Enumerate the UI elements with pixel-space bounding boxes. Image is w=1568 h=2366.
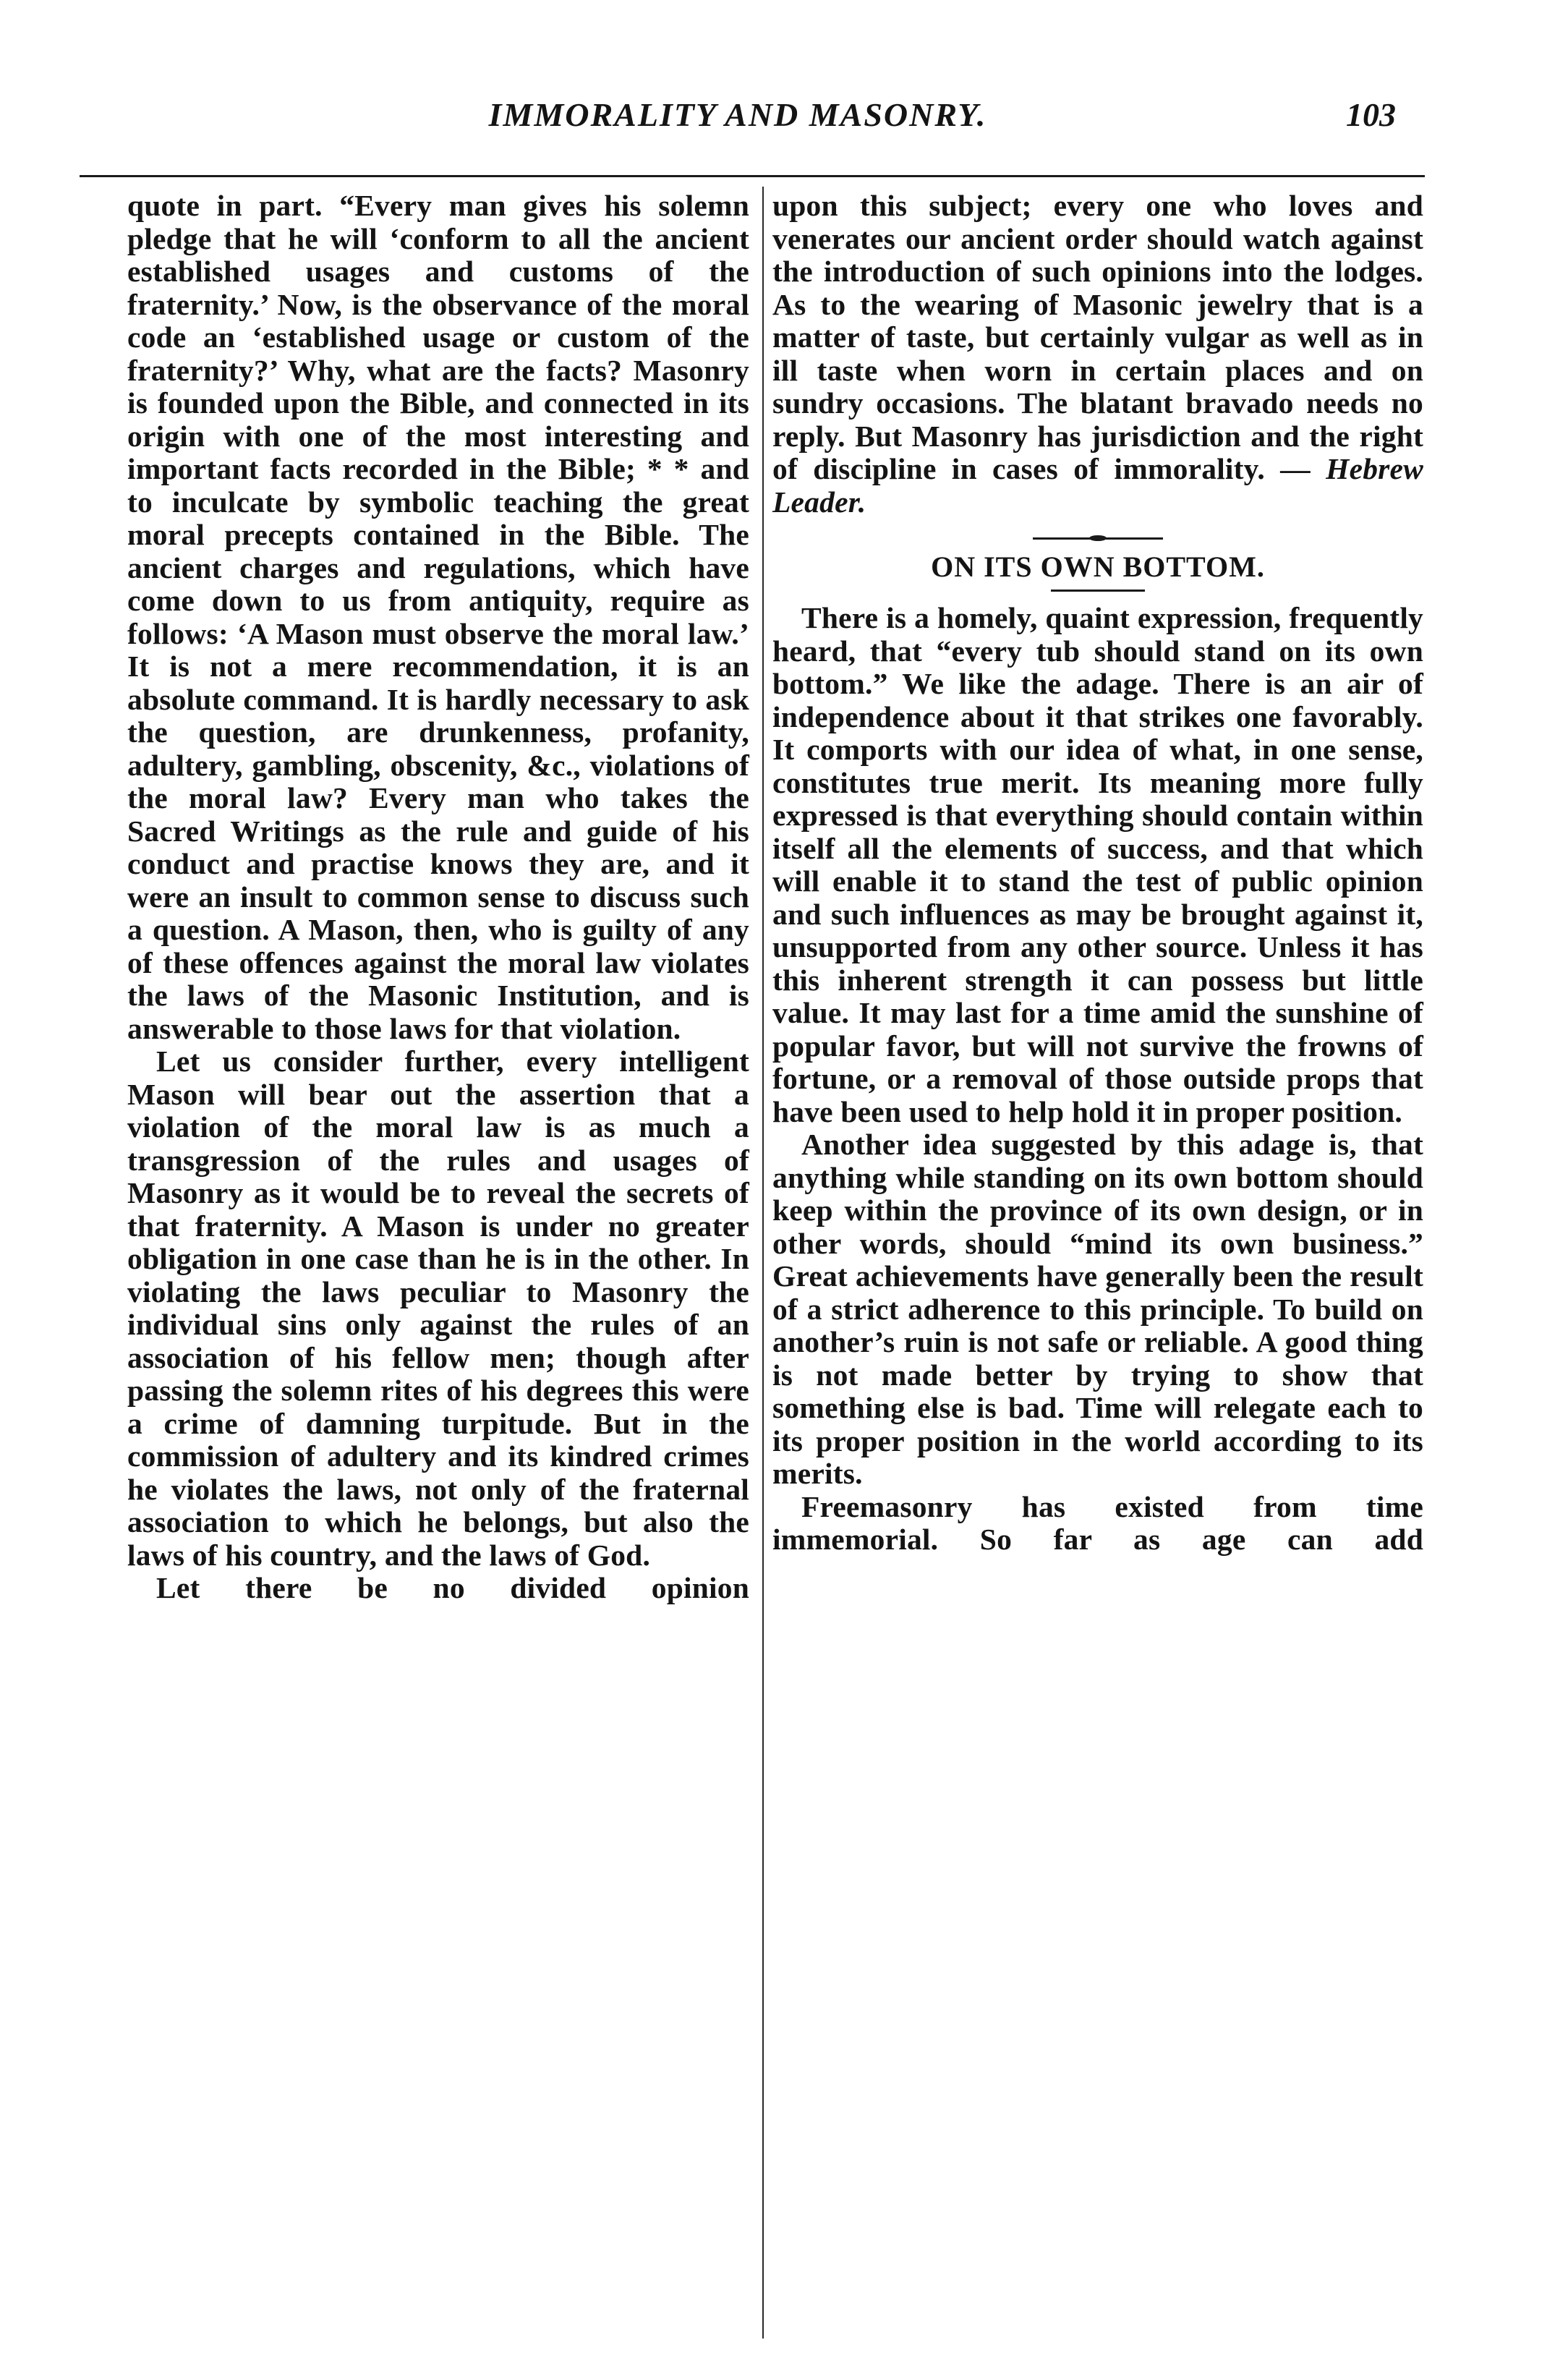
source-attribution: Hebrew Leader.	[772, 452, 1423, 519]
column-rule	[762, 187, 764, 2339]
running-title: IMMORALITY AND MASONRY.	[488, 96, 987, 133]
article-paragraph: quote in part. “Every man gives his solemn pledge that he will ‘conform to all the ancient established usages and customs of the fraternity.’ Now, is the observance of the moral code an ‘established usage or custom of the fraternity?’ Why, what are the facts? Masonry is founded upon the Bible, and connected in its origin with one of the most interesting and important facts recorded in the Bible; * * and to inculcate by symbolic teaching the great moral precepts contained in the Bible. The ancient charges and regulations, which have come down to us from antiquity, require as follows: ‘A Mason must observe the moral law.’ It is not a mere recommendation, it is an absolute command. It is hardly necessary to ask the question, are drunkenness, profanity, adultery, gambling, obscenity, &c., violations of the moral law? Every man who takes the Sacred Writings as the rule and guide of his conduct and practise knows they are, and it were an insult to common sense to discuss such a question. A Mason, then, who is guilty of any of these offences against the moral law violates the laws of the Masonic Institution, and is answerable to those laws for that violation.	[127, 189, 749, 1045]
section-paragraph: Another idea suggested by this adage is, that anything while standing on its own bottom should keep within the province of its own design, or in other words, should “mind its own business.” Great achievements have generally been the result of a strict adherence to this principle. To build on another’s ruin is not safe or reliable. A good thing is not made better by trying to show that something else is bad. Time will relegate each to its proper position in the world according to its merits.	[772, 1128, 1423, 1490]
page-number: 103	[1346, 96, 1396, 133]
article-paragraph: Let there be no divided opinion	[156, 1571, 749, 1604]
article-paragraph-text: upon this subject; every one who loves and venerates our ancient order should watch against the introduction of such opinions into the lodges. As to the wearing of Masonic jewelry that is a matter of taste, but certainly vulgar as well as in ill taste when worn in certain places and on sundry occasions. The blatant bravado needs no reply. But Masonry has jurisdiction and the right of discipline in cases of immorality. —	[772, 189, 1423, 485]
section-divider	[1033, 537, 1163, 540]
section-paragraph: There is a homely, quaint expression, frequently heard, that “every tub should stand on its own bottom.” We like the adage. There is an air of independence about it that strikes one favorably. It comports with our idea of what, in one sense, constitutes true merit. Its meaning more fully expressed is that everything should contain within itself all the elements of success, and that which will enable it to stand the test of public opinion and such influences as may be brought against it, unsupported from any other source. Unless it has this inherent strength it can possess but little value. It may last for a time amid the sunshine of popular favor, but will not survive the frowns of fortune, or a removal of those outside props that have been used to help hold it in proper position.	[772, 601, 1423, 1128]
right-column	[772, 190, 1423, 1557]
section-heading: ON ITS OWN BOTTOM.	[931, 550, 1265, 583]
section-paragraph: Freemasonry has existed from time immemorial. So far as age can add	[772, 1489, 1423, 1556]
divider-ornament	[1089, 535, 1107, 541]
page-header	[80, 95, 1396, 146]
article-paragraph	[772, 190, 1423, 519]
article-paragraph: Let us consider further, every intelligent Mason will bear out the assertion that a violation of the moral law is as much a transgression of the rules and usages of Masonry as it would be to reveal the secrets of that fraternity. A Mason is under no greater obligation in one case than he is in the other. In violating the laws peculiar to Masonry the individual sins only against the rules of an association of his fellow men; though after passing the solemn rites of his degrees this were a crime of damning turpitude. But in the commission of adultery and its kindred crimes he violates the laws, not only of the fraternal association to which he belongs, but also the laws of his country, and the laws of God.	[127, 1044, 749, 1572]
left-column	[127, 190, 749, 1605]
heading-rule	[1051, 590, 1145, 592]
header-rule	[80, 175, 1425, 177]
